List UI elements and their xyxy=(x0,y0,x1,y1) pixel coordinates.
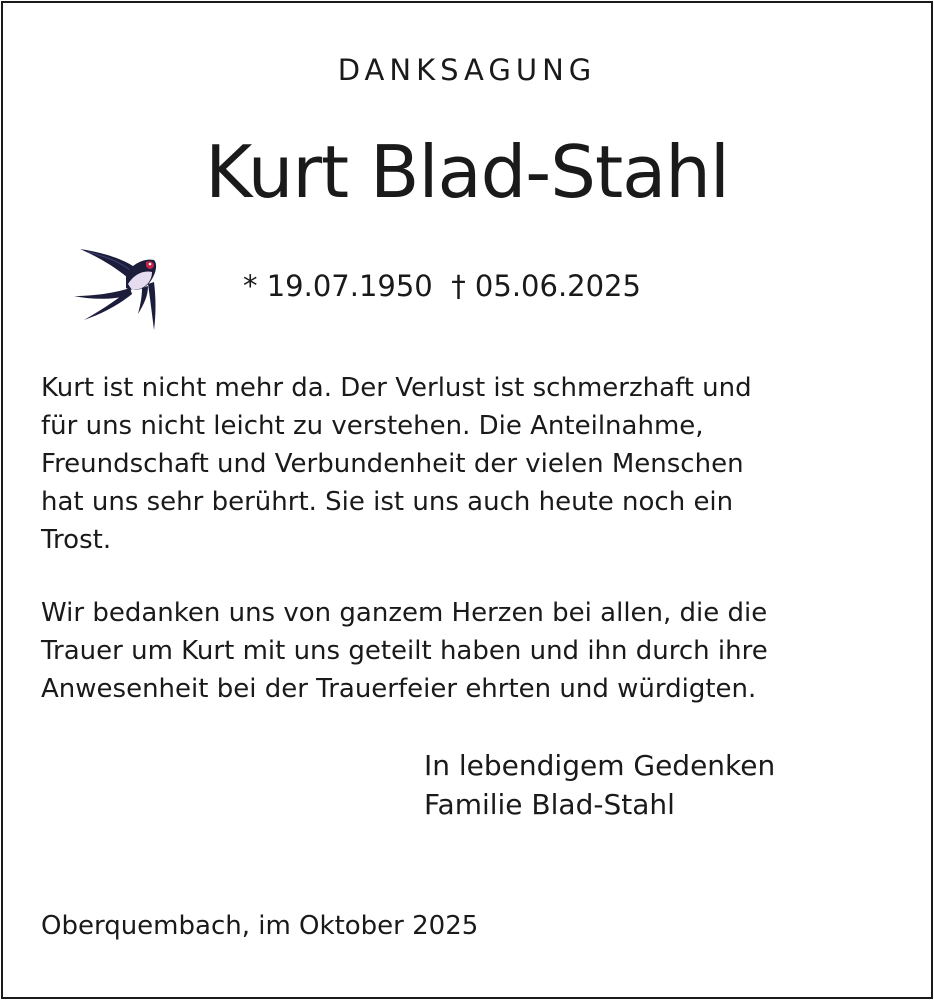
paragraph-line: Kurt ist nicht mehr da. Der Verlust ist schmerzhaft und xyxy=(41,373,752,403)
life-dates xyxy=(243,268,641,304)
paragraph-line: Trost. xyxy=(41,525,112,555)
birth-date: * 19.07.1950 xyxy=(243,269,433,303)
paragraph-line: Trauer um Kurt mit uns geteilt haben und ihn durch ihre xyxy=(41,636,768,666)
paragraph-line: Wir bedanken uns von ganzem Herzen bei allen, die die xyxy=(41,598,768,628)
swallow-icon xyxy=(70,244,162,332)
paragraph-line: Anwesenheit bei der Trauerfeier ehrten und würdigten. xyxy=(41,674,757,704)
deceased-name: Kurt Blad-Stahl xyxy=(205,130,729,214)
signature-block xyxy=(424,746,775,824)
thanks-paragraph-1 xyxy=(41,369,901,559)
paragraph-line: Freundschaft und Verbundenheit der vielen Menschen xyxy=(41,449,744,479)
thanks-paragraph-2 xyxy=(41,594,901,708)
notice-heading: DANKSAGUNG xyxy=(337,53,597,87)
paragraph-line: für uns nicht leicht zu verstehen. Die Anteilnahme, xyxy=(41,411,704,441)
death-date: † 05.06.2025 xyxy=(451,269,641,303)
place-and-date: Oberquembach, im Oktober 2025 xyxy=(41,911,479,941)
signature-line-1: In lebendigem Gedenken xyxy=(424,749,776,782)
paragraph-line: hat uns sehr berührt. Sie ist uns auch heute noch ein xyxy=(41,487,734,517)
signature-family: Familie Blad-Stahl xyxy=(424,788,675,821)
